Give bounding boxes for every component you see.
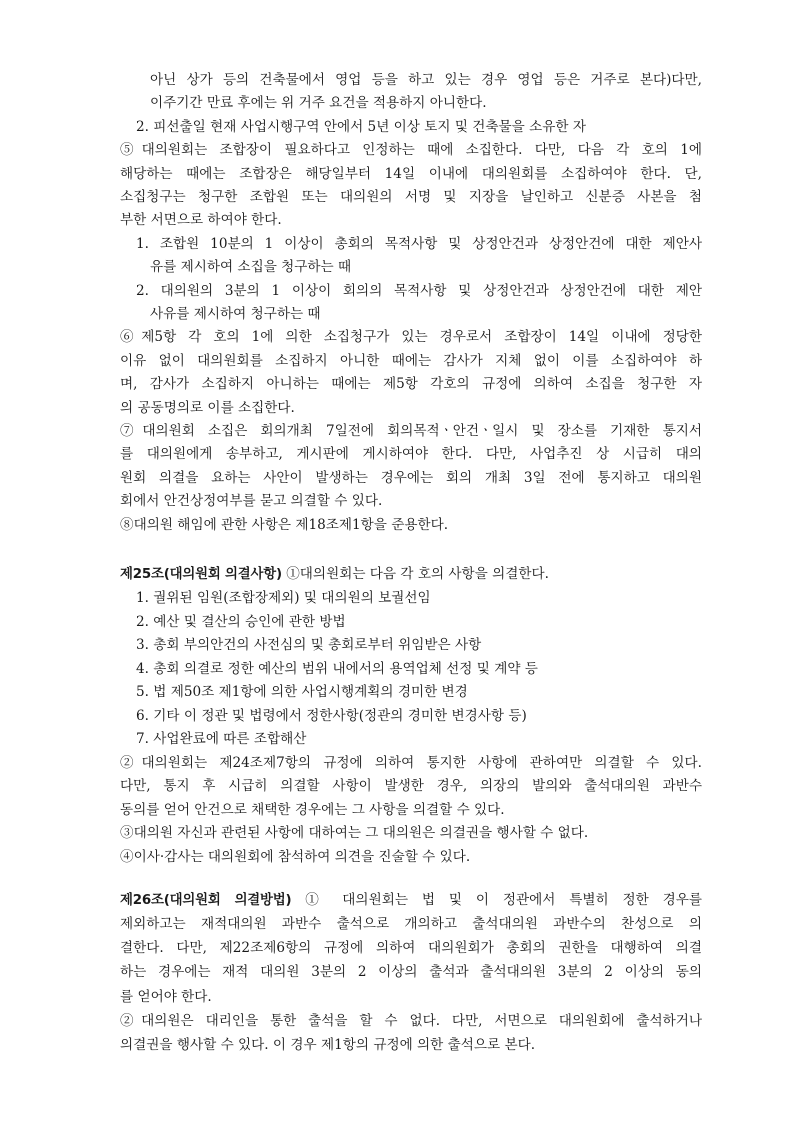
article-26-heading-line — [120, 889, 702, 912]
text-line: 2. 예산 및 결산의 승인에 관한 방법 — [136, 613, 346, 630]
text-line: 이주기간 만료 후에는 위 거주 요건을 적용하지 아니한다. — [150, 95, 487, 112]
article-25-heading-line — [120, 563, 702, 586]
text-line: 사유를 제시하여 청구하는 때 — [150, 306, 321, 322]
text-line: ⑧대의원 해임에 관한 사항은 제18조제1항을 준용한다. — [120, 516, 449, 533]
text-line: 소집청구는 청구한 조합원 또는 대의원의 서명 및 지장을 날인하고 신분증 사본을 첨 — [120, 189, 702, 205]
text-line: 3. 총회 부의안건의 사전심의 및 총회로부터 위임받은 사항 — [136, 637, 482, 653]
text-line: 아닌 상가 등의 건축물에서 영업 등을 하고 있는 경우 영업 등은 거주로 본다)다만, — [150, 72, 702, 88]
text-line: ③대의원 자신과 관련된 사항에 대하여는 그 대의원은 의결권을 행사할 수 없다. — [120, 825, 589, 841]
text-line: 유를 제시하여 소집을 청구하는 때 — [150, 259, 352, 276]
text-line: ⑥제5항 각 호의 1에 의한 소집청구가 있는 경우로서 조합장이 14일 이내에 정당한 — [120, 329, 702, 346]
text-line: 의 공동명의로 이를 소집한다. — [120, 399, 295, 416]
article-26-intro: ① 대의원회는 법 및 이 정관에서 특별히 정한 경우를 — [291, 892, 702, 908]
text-line: 며, 감사가 소집하지 아니하는 때에는 제5항 각호의 규정에 의하여 소집을 청구한 자 — [120, 376, 702, 393]
text-line: 이유 없이 대의원회를 소집하지 아니한 때에는 감사가 지체 없이 이를 소집하여야 하 — [120, 352, 702, 369]
text-line: 5. 법 제50조 제1항에 의한 사업시행계획의 경미한 변경 — [136, 684, 468, 700]
text-line: 동의를 얻어 안건으로 채택한 경우에는 그 사항을 의결할 수 있다. — [120, 801, 505, 818]
text-line: 2. 피선출일 현재 사업시행구역 안에서 5년 이상 토지 및 건축물을 소유한 자 — [136, 118, 586, 135]
text-line: 결한다. 다만, 제22조제6항의 규정에 의하여 대의원회가 총회의 권한을 대행하여 의결 — [120, 940, 702, 957]
text-line: 회에서 안건상정여부를 묻고 의결할 수 있다. — [120, 493, 383, 510]
text-line: ④이사·감사는 대의원회에 참석하여 의견을 진술할 수 있다. — [120, 848, 471, 865]
text-line: 의결권을 행사할 수 있다. 이 경우 제1항의 규정에 의한 출석으로 본다. — [120, 1037, 536, 1053]
text-line: 부한 서면으로 하여야 한다. — [120, 212, 282, 229]
text-line: 제외하고는 재적대의원 과반수 출석으로 개의하고 출석대의원 과반수의 찬성으로 의 — [120, 916, 702, 932]
text-line: 2. 대의원의 3분의 1 이상이 회의의 목적사항 및 상정안건과 상정안건에 대한 제안 — [136, 282, 702, 299]
article-25-intro: ①대의원회는 다음 각 호의 사항을 의결한다. — [281, 566, 549, 582]
text-line: ②대의원회는 제24조제7항의 규정에 의하여 통지한 사항에 관하여만 의결할 수 있다. — [120, 754, 702, 771]
text-line: 7. 사업완료에 따른 조합해산 — [136, 731, 307, 747]
text-line: 6. 기타 이 정관 및 법령에서 정한사항(정관의 경미한 변경사항 등) — [136, 707, 527, 724]
text-line: ⑦대의원회 소집은 회의개최 7일전에 회의목적ㆍ안건ㆍ일시 및 장소를 기재한 통지서 — [120, 423, 702, 439]
text-line: 를 얻어야 한다. — [120, 988, 212, 1005]
text-line: 하는 경우에는 재적 대의원 3분의 2 이상의 출석과 출석대의원 3분의 2 이상의 동의 — [120, 964, 702, 981]
text-line: 4. 총회 의결로 정한 예산의 범위 내에서의 용역업체 선정 및 계약 등 — [136, 660, 538, 677]
text-line: 1. 조합원 10분의 1 이상이 총회의 목적사항 및 상정안건과 상정안건에 대한 제안사 — [136, 235, 702, 252]
text-line: 원회 의결을 요하는 사안이 발생하는 경우에는 회의 개최 3일 전에 통지하고 대의원 — [120, 469, 702, 486]
text-line: 다만, 통지 후 시급히 의결할 사항이 발생한 경우, 의장의 발의와 출석대의원 과반수 — [120, 778, 702, 794]
text-line: ②대의원은 대리인을 통한 출석을 할 수 없다. 다만, 서면으로 대의원회에 출석하거나 — [120, 1012, 702, 1029]
text-line: 해당하는 때에는 조합장은 해당일부터 14일 이내에 대의원회를 소집하여야 한다. 단, — [120, 165, 702, 182]
article-25-title: 제25조(대의원회 의결사항) — [120, 567, 282, 582]
text-line: 1. 궐위된 임원(조합장제외) 및 대의원의 보궐선임 — [136, 590, 431, 606]
text-line: 를 대의원에게 송부하고, 게시판에 게시하여야 한다. 다만, 사업추진 상 시급히 대의 — [120, 446, 702, 463]
text-line: ⑤대의원회는 조합장이 필요하다고 인정하는 때에 소집한다. 다만, 다음 각 호의 1에 — [120, 142, 702, 159]
article-26-title: 제26조(대의원회 의결방법) — [120, 893, 292, 908]
